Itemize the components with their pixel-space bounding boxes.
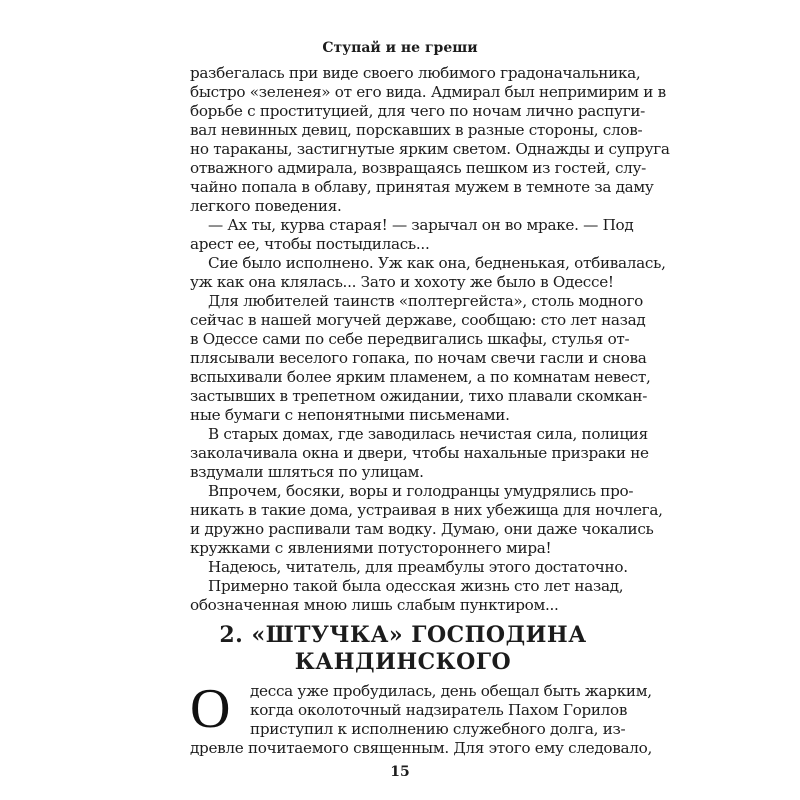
text-line: Впрочем, босяки, воры и голодранцы умудрялись про- xyxy=(208,482,634,500)
text-line: вспыхивали более ярким пламенем, а по комнатам невест, xyxy=(190,368,651,386)
body-text-chapter xyxy=(190,678,652,758)
text-line: ные бумаги с непонятными письменами. xyxy=(190,406,510,424)
chapter-heading-line-2: КАНДИНСКОГО xyxy=(294,649,512,675)
text-line: когда околоточный надзиратель Пахом Горилов xyxy=(250,701,628,719)
text-line: борьбе с проституцией, для чего по ночам лично распуги- xyxy=(190,102,646,120)
text-line: Примерно такой была одесская жизнь сто лет назад, xyxy=(208,577,624,595)
text-line: легкого поведения. xyxy=(190,197,342,215)
text-line: вал невинных девиц, порскавших в разные стороны, слов- xyxy=(190,121,643,139)
text-line: в Одессе сами по себе передвигались шкафы, стулья от- xyxy=(190,330,630,348)
text-line: — Ах ты, курва старая! — зарычал он во мраке. — Под xyxy=(208,216,634,234)
text-line: застывших в трепетном ожидании, тихо плавали скомкан- xyxy=(190,387,648,405)
text-line: арест ее, чтобы постыдилась... xyxy=(190,235,430,253)
text-line: но тараканы, застигнутые ярким светом. Однажды и супруга xyxy=(190,140,670,158)
text-line: заколачивала окна и двери, чтобы нахальные призраки не xyxy=(190,444,649,462)
text-line: уж как она клялась... Зато и хохоту же было в Одессе! xyxy=(190,273,614,291)
text-line: обозначенная мною лишь слабым пунктиром... xyxy=(190,596,559,614)
drop-cap: О xyxy=(190,678,231,740)
text-line: вздумали шляться по улицам. xyxy=(190,463,424,481)
text-line: Сие было исполнено. Уж как она, бедненькая, отбивалась, xyxy=(208,254,666,272)
text-line: никать в такие дома, устраивая в них убежища для ночлега, xyxy=(190,501,663,519)
text-line: сейчас в нашей могучей державе, сообщаю: сто лет назад xyxy=(190,311,646,329)
text-line: В старых домах, где заводилась нечистая сила, полиция xyxy=(208,425,648,443)
text-line: отважного адмирала, возвращаясь пешком из гостей, слу- xyxy=(190,159,646,177)
text-line: древле почитаемого священным. Для этого ему следовало, xyxy=(190,739,652,757)
text-line: быстро «зеленея» от его вида. Адмирал был непримирим и в xyxy=(190,83,666,101)
text-line: чайно попала в облаву, принятая мужем в темноте за даму xyxy=(190,178,654,196)
chapter-heading-line-1: 2. «ШТУЧКА» ГОСПОДИНА xyxy=(219,622,587,648)
text-line: десса уже пробудилась, день обещал быть жарким, xyxy=(250,682,652,700)
page-number: 15 xyxy=(390,764,410,780)
text-line: плясывали веселого гопака, по ночам свечи гасли и снова xyxy=(190,349,647,367)
text-line: Для любителей таинств «полтергейста», столь модного xyxy=(208,292,643,310)
body-text-top xyxy=(190,64,670,615)
text-line: кружками с явлениями потустороннего мира! xyxy=(190,539,552,557)
text-line: и дружно распивали там водку. Думаю, они даже чокались xyxy=(190,520,654,538)
running-head: Ступай и не греши xyxy=(322,40,478,56)
text-line: разбегалась при виде своего любимого градоначальника, xyxy=(190,64,641,82)
text-line: приступил к исполнению служебного долга, из- xyxy=(250,720,626,738)
text-line: Надеюсь, читатель, для преамбулы этого достаточно. xyxy=(208,558,628,576)
chapter-heading xyxy=(190,622,616,676)
